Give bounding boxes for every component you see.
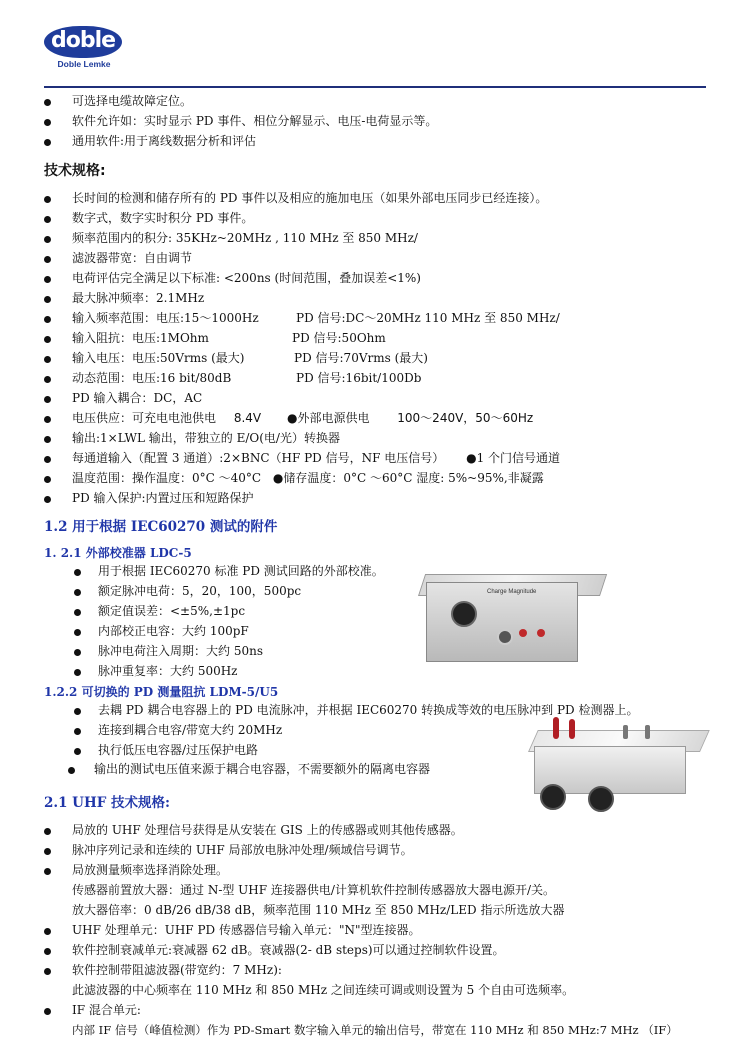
supply-battery: 电压供应：可充电电池供电 — [72, 411, 217, 425]
bullet-icon — [44, 968, 51, 975]
bullet-icon — [44, 99, 51, 106]
subsection-title-ldm5: 1.2.2 可切换的 PD 测量阻抗 LDM-5/U5 — [44, 685, 279, 699]
bullet-icon — [44, 828, 51, 835]
terminal-red-icon — [553, 717, 559, 739]
spec-row-label: 输入电压：电压:50Vrms (最大) — [72, 351, 245, 365]
list-item: 电荷评估完全满足以下标准: <200ns (时间范围，叠加误差<1%) — [72, 271, 421, 285]
bnc-connector-icon — [497, 629, 513, 645]
bullet-icon — [44, 196, 51, 203]
knob-icon — [451, 601, 477, 627]
bullet-icon — [44, 436, 51, 443]
list-continuation: 此滤波器的中心频率在 110 MHz 和 850 MHz 之间连续可调或则设置为 5 个自由可选频率。 — [72, 983, 575, 997]
list-item: 用于根据 IEC60270 标准 PD 测试回路的外部校准。 — [98, 564, 384, 578]
section-title-tech-specs: 技术规格: — [44, 163, 106, 179]
list-item: 软件控制带阻滤波器(带宽约：7 MHz): — [72, 963, 282, 977]
list-item: PD 输入保护:内置过压和短路保护 — [72, 491, 254, 505]
foot-clamp-icon — [588, 786, 614, 812]
list-item: 额定值误差：<±5%,±1pc — [98, 604, 246, 618]
ldc5-device-image — [418, 574, 608, 670]
list-item: 内部校正电容：大约 100pF — [98, 624, 249, 638]
bullet-icon — [44, 139, 51, 146]
spec-row-label: 动态范围：电压:16 bit/80dB — [72, 371, 232, 385]
list-item: 局放测量频率选择消除处理。 — [72, 863, 229, 877]
switch-icon — [645, 725, 650, 739]
channel-gate: ●1 个门信号通道 — [466, 451, 561, 465]
bullet-icon — [44, 376, 51, 383]
list-item: 去耦 PD 耦合电容器上的 PD 电流脉冲，并根据 IEC60270 转换成等效的电压脉冲到 PD 检测器上。 — [98, 703, 639, 717]
list-continuation: 内部 IF 信号（峰值检测）作为 PD-Smart 数字输入单元的输出信号，带宽在 110 MHz 和 850 MHz:7 MHz （IF） — [72, 1023, 678, 1037]
supply-external: ●外部电源供电 — [286, 411, 370, 425]
bullet-icon — [74, 589, 81, 596]
bullet-icon — [44, 928, 51, 935]
list-item: 连接到耦合电容/带宽大约 20MHz — [98, 723, 283, 737]
bullet-icon — [74, 629, 81, 636]
list-item: 软件控制衰减单元:衰减器 62 dB。衰减器(2- dB steps)可以通过控制软件设置。 — [72, 943, 505, 957]
led-icon — [537, 629, 545, 637]
header-divider — [44, 86, 706, 88]
foot-clamp-icon — [540, 784, 566, 810]
list-item: 通用软件:用于离线数据分析和评估 — [72, 134, 257, 148]
spec-row-label: 输入频率范围：电压:15～1000Hz — [72, 311, 259, 325]
bullet-icon — [74, 649, 81, 656]
list-continuation: 传感器前置放大器：通过 N-型 UHF 连接器供电/计算机软件控制传感器放大器电源开/关。 — [72, 883, 555, 897]
bullet-icon — [44, 276, 51, 283]
section-title-2-1: 2.1 UHF 技术规格: — [44, 795, 170, 811]
bullet-icon — [44, 456, 51, 463]
channel-inputs: 每通道输入（配置 3 通道）:2×BNC（HF PD 信号，NF 电压信号） — [72, 451, 445, 465]
bullet-icon — [44, 848, 51, 855]
spec-row-value: PD 信号:DC～20MHz 110 MHz 至 850 MHz/ — [296, 311, 560, 325]
list-item: 额定脉冲电荷：5，20，100，500pc — [98, 584, 302, 598]
bullet-icon — [74, 669, 81, 676]
device-body — [426, 582, 578, 662]
spec-row-label: 输入阻抗：电压:1MOhm — [72, 331, 209, 345]
list-item: UHF 处理单元：UHF PD 传感器信号输入单元："N"型连接器。 — [72, 923, 421, 937]
list-item: 频率范围内的积分: 35KHz~20MHz , 110 MHz 至 850 MHz/ — [72, 231, 418, 245]
bullet-icon — [68, 767, 75, 774]
supply-external-range: 100～240V，50～60Hz — [397, 411, 534, 425]
list-item: 输出:1×LWL 输出，带独立的 E/O(电/光）转换器 — [72, 431, 340, 445]
section-title-1-2: 1.2 用于根据 IEC60270 测试的附件 — [44, 519, 278, 535]
list-item: 最大脉冲频率：2.1MHz — [72, 291, 205, 305]
list-item — [72, 410, 533, 426]
device-label: Charge Magnitude — [487, 589, 537, 595]
bullet-icon — [74, 748, 81, 755]
subsection-title-ldc5: 1. 2.1 外部校准器 LDC-5 — [44, 546, 192, 560]
terminal-red-icon — [569, 719, 575, 739]
bullet-icon — [74, 609, 81, 616]
spec-row-value: PD 信号:50Ohm — [292, 331, 386, 345]
list-continuation: 放大器倍率：0 dB/26 dB/38 dB，频率范围 110 MHz 至 850 MHz/LED 指示所选放大器 — [72, 903, 565, 917]
list-item: 脉冲重复率：大约 500Hz — [98, 664, 238, 678]
switch-icon — [623, 725, 628, 739]
list-item: PD 输入耦合：DC，AC — [72, 391, 203, 405]
company-logo — [44, 26, 124, 70]
bullet-icon — [44, 316, 51, 323]
bullet-icon — [44, 296, 51, 303]
list-item: 执行低压电容器/过压保护电路 — [98, 743, 259, 757]
ldm5-device-image — [524, 724, 714, 814]
list-item: 局放的 UHF 处理信号获得是从安装在 GIS 上的传感器或则其他传感器。 — [72, 823, 463, 837]
bullet-icon — [44, 396, 51, 403]
spec-row-value: PD 信号:16bit/100Db — [296, 371, 422, 385]
list-item — [72, 450, 560, 466]
list-item: 数字式，数字实时积分 PD 事件。 — [72, 211, 254, 225]
list-item: 脉冲序列记录和连续的 UHF 局部放电脉冲处理/频域信号调节。 — [72, 843, 413, 857]
bullet-icon — [44, 216, 51, 223]
supply-battery-voltage: 8.4V — [233, 411, 262, 425]
bullet-icon — [44, 256, 51, 263]
bullet-icon — [44, 336, 51, 343]
bullet-icon — [44, 236, 51, 243]
bullet-icon — [44, 948, 51, 955]
logo-mark: doble — [44, 26, 122, 58]
spec-row-value: PD 信号:70Vrms (最大) — [294, 351, 428, 365]
list-item: 长时间的检测和储存所有的 PD 事件以及相应的施加电压（如果外部电压同步已经连接）。 — [72, 191, 548, 205]
bullet-icon — [44, 496, 51, 503]
bullet-icon — [44, 868, 51, 875]
temp-operating: 温度范围：操作温度：0°C ～40°C — [72, 471, 262, 485]
bullet-icon — [74, 708, 81, 715]
list-item: IF 混合单元: — [72, 1003, 141, 1017]
bullet-icon — [44, 476, 51, 483]
list-item: 输出的测试电压值来源于耦合电容器，不需要额外的隔离电容器 — [94, 762, 431, 776]
list-item — [72, 470, 544, 486]
logo-subtitle: Doble Lemke — [57, 59, 111, 69]
list-item: 软件允许如：实时显示 PD 事件、相位分解显示、电压-电荷显示等。 — [72, 114, 438, 128]
bullet-icon — [44, 416, 51, 423]
bullet-icon — [44, 119, 51, 126]
list-item: 脉冲电荷注入周期：大约 50ns — [98, 644, 263, 658]
bullet-icon — [74, 728, 81, 735]
bullet-icon — [74, 569, 81, 576]
led-icon — [519, 629, 527, 637]
list-item: 滤波器带宽：自由调节 — [72, 251, 193, 265]
bullet-icon — [44, 356, 51, 363]
temp-storage: ●储存温度：0°C ～60°C 湿度: 5%~95%,非凝露 — [272, 471, 544, 485]
bullet-icon — [44, 1008, 51, 1015]
list-item: 可选择电缆故障定位。 — [72, 94, 193, 108]
